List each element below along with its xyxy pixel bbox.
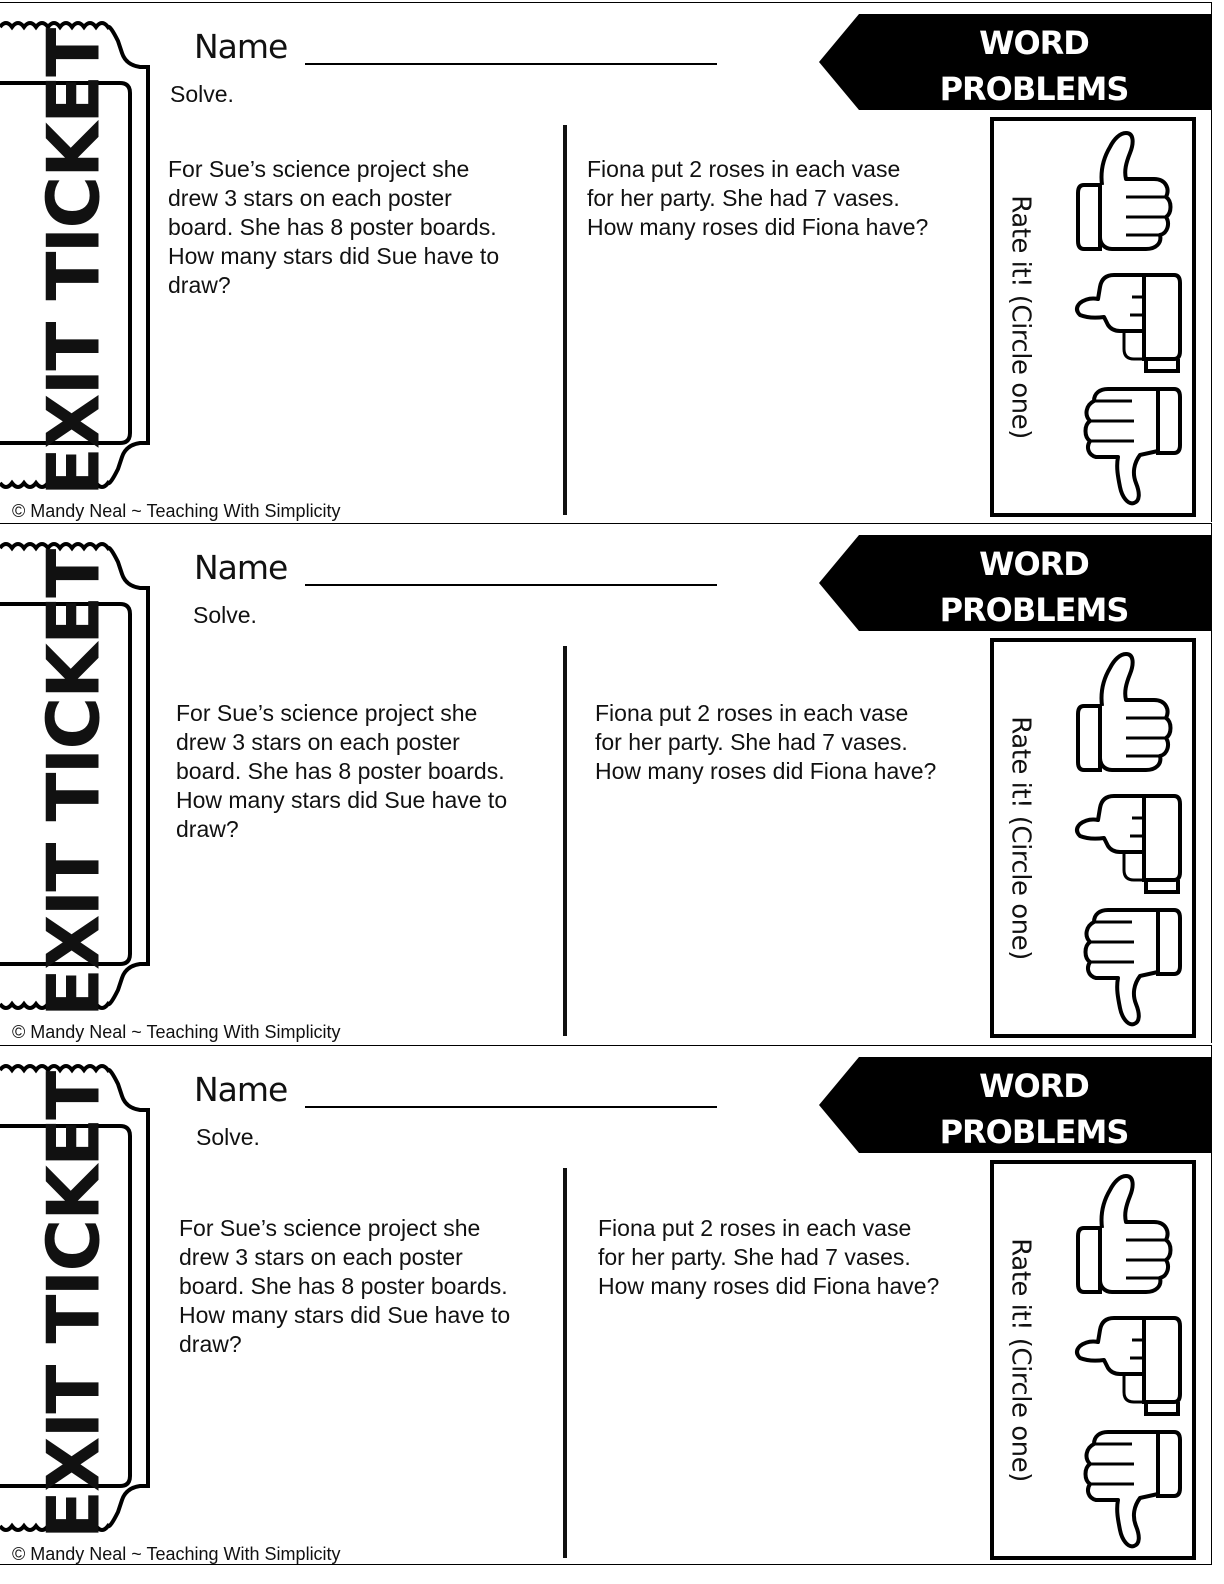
banner-line-2: PROBLEMS [939,591,1129,629]
stub-title: EXIT TICKET [31,1072,115,1540]
name-line[interactable] [305,1106,717,1108]
copyright: © Mandy Neal ~ Teaching With Simplicity [12,501,341,521]
banner-line-2: PROBLEMS [939,70,1129,108]
thumbs-up-icon[interactable] [1074,1170,1184,1296]
rate-it-box [990,117,1196,517]
banner-line-1: WORD [979,1067,1089,1105]
rate-label-container [996,121,1046,513]
banner-line-1: WORD [979,545,1089,583]
instruction: Solve. [170,81,234,107]
thumbs-up-icon[interactable] [1074,127,1184,253]
exit-ticket-1 [0,2,1212,522]
word-problems-banner [819,14,1211,110]
banner-line-2: PROBLEMS [939,1113,1129,1151]
stub-title-container [18,1072,128,1540]
rate-label: Rate it! (Circle one) [1006,195,1036,439]
problem-left: For Sue’s science project she drew 3 stars on each poster board. She has 8 poster boards. How many stars did Sue have to draw? [168,156,500,298]
thumbs-down-icon[interactable] [1074,904,1184,1030]
thumbs-sideways-icon[interactable] [1074,1310,1184,1420]
copyright: © Mandy Neal ~ Teaching With Simplicity [12,1022,341,1042]
thumbs-down-icon[interactable] [1074,383,1184,509]
stub-title-container [18,550,128,1018]
exit-ticket-3 [0,1045,1212,1565]
problem-right: Fiona put 2 roses in each vase for her party. She had 7 vases. How many roses did Fiona have? [587,156,929,240]
stub-title: EXIT TICKET [31,550,115,1018]
word-problems-banner [819,1057,1211,1153]
exit-ticket-2 [0,523,1212,1043]
ticket-stub [0,524,160,1024]
stub-title: EXIT TICKET [31,29,115,497]
rate-label-container [996,642,1046,1034]
ticket-stub [0,3,160,503]
ticket-stub [0,1046,160,1546]
rate-it-box [990,638,1196,1038]
stub-title-container [18,29,128,497]
instruction: Solve. [193,602,257,628]
rate-label-container [996,1164,1046,1556]
column-divider [563,1168,567,1558]
thumbs-down-icon[interactable] [1074,1426,1184,1552]
column-divider [563,125,567,515]
name-label: Name [194,27,288,66]
rate-it-box [990,1160,1196,1560]
rate-label: Rate it! (Circle one) [1006,1238,1036,1482]
problem-left: For Sue’s science project she drew 3 stars on each poster board. She has 8 poster boards. How many stars did Sue have to draw? [176,700,508,842]
thumbs-up-icon[interactable] [1074,648,1184,774]
banner-line-1: WORD [979,24,1089,62]
thumbs-sideways-icon[interactable] [1074,788,1184,898]
name-line[interactable] [305,63,717,65]
name-line[interactable] [305,584,717,586]
rate-label: Rate it! (Circle one) [1006,716,1036,960]
thumbs-sideways-icon[interactable] [1074,267,1184,377]
problem-left: For Sue’s science project she drew 3 stars on each poster board. She has 8 poster boards. How many stars did Sue have to draw? [179,1215,511,1357]
name-label: Name [194,548,288,587]
problem-right: Fiona put 2 roses in each vase for her party. She had 7 vases. How many roses did Fiona have? [598,1215,940,1299]
column-divider [563,646,567,1036]
instruction: Solve. [196,1124,260,1150]
copyright: © Mandy Neal ~ Teaching With Simplicity [12,1544,341,1564]
problem-right: Fiona put 2 roses in each vase for her party. She had 7 vases. How many roses did Fiona have? [595,700,937,784]
word-problems-banner [819,535,1211,631]
name-label: Name [194,1070,288,1109]
